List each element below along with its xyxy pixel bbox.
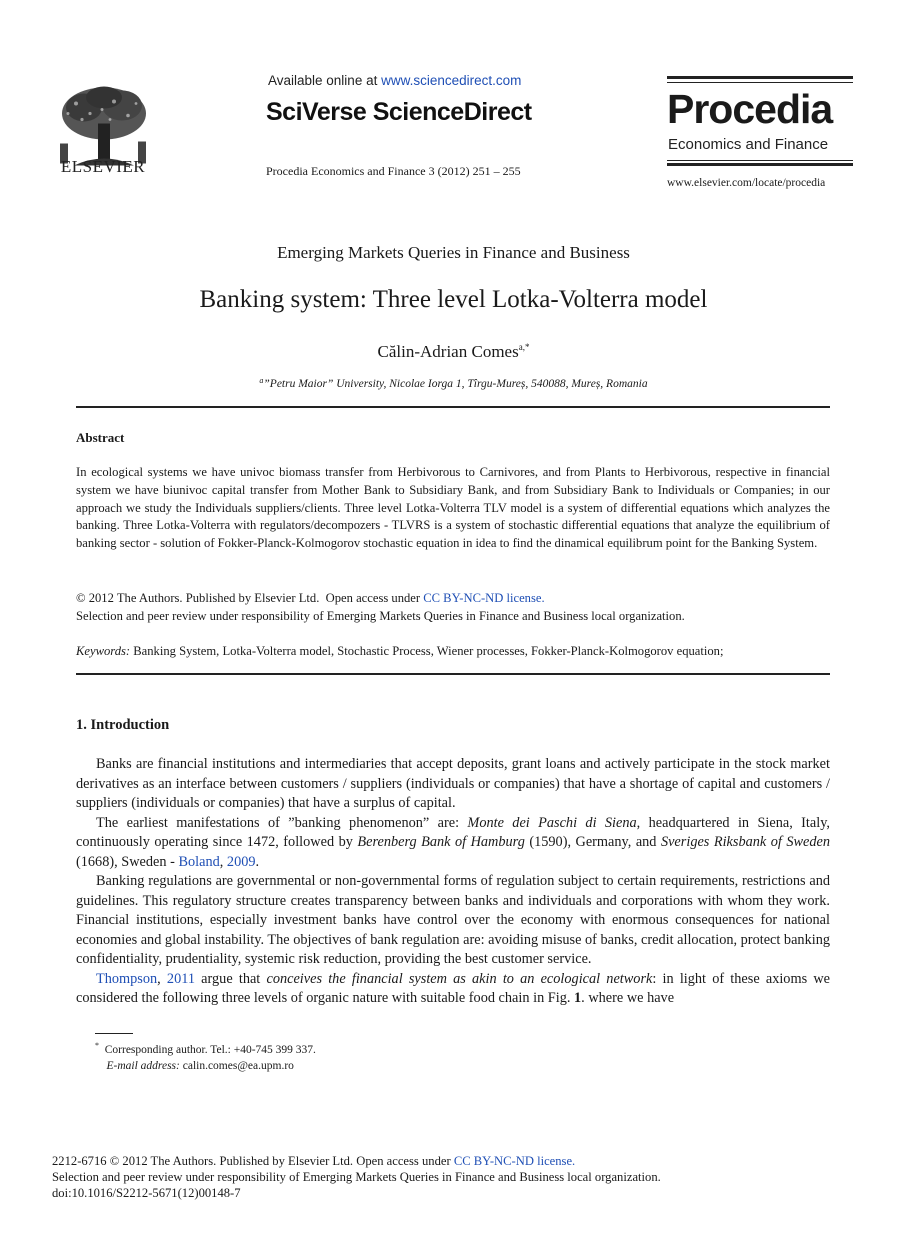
copyright-block (76, 590, 830, 626)
text: , (157, 970, 167, 987)
figure-ref[interactable]: 1 (574, 990, 582, 1006)
text: (1668), Sweden - (76, 853, 179, 870)
procedia-subtitle: Economics and Finance (668, 136, 829, 153)
affiliation (0, 376, 907, 390)
open-access-label: Open access under (356, 1154, 451, 1168)
corresponding-author: Corresponding author. Tel.: +40-745 399 337. (104, 1043, 316, 1056)
author-marks: a,* (518, 342, 530, 352)
divider (76, 406, 830, 408)
citation-link[interactable]: 2009 (226, 853, 256, 870)
doi[interactable]: doi:10.1016/S2212-5671(12)00148-7 (52, 1186, 241, 1201)
quote: conceives the financial system as akin to an ecological network (266, 970, 653, 987)
procedia-rule (667, 160, 853, 161)
paragraph (76, 814, 830, 873)
text: . (255, 853, 260, 870)
abstract-heading: Abstract (76, 430, 125, 445)
peer-review-line: Selection and peer review under responsibility of Emerging Markets Queries in Finance and Business local organization. (52, 1170, 661, 1185)
text: argue that (195, 970, 267, 987)
section-heading: 1. Introduction (76, 717, 170, 733)
citation-link[interactable]: Boland (178, 853, 220, 870)
affiliation-mark: a (259, 376, 264, 385)
bank-name: Monte dei Paschi di Siena (467, 814, 637, 831)
citation-link[interactable]: Thompson (96, 970, 158, 987)
procedia-rule (667, 163, 853, 166)
text: The earliest manifestations of ”banking phenomenon” are: (96, 814, 468, 831)
text: (1590), Germany, and (524, 834, 661, 850)
footnote-rule (95, 1033, 133, 1034)
procedia-logo: Procedia (667, 86, 833, 132)
paragraph: Banking regulations are governmental or non-governmental forms of regulation subject to certain requirements, restrictions and guidelines. This regulatory structure creates transparency between banks and individuals and corporations with whom they work. Financial institutions, especially investment banks have control over the economy with enormous consequences for national economies and global instability. The objectives of bank regulation are: avoiding misuse of banks, credit allocation, protect banking confidentiality, prudentiality, systemic risk reduction, providing the best customer service. (76, 873, 830, 967)
keywords-label: Keywords: (76, 644, 131, 658)
text: : in light of these axioms we considered the following three levels of organic nature with suitable food chain in Fig. (76, 970, 830, 1006)
text: . where we have (581, 990, 675, 1006)
sciverse-logo: SciVerse ScienceDirect (266, 98, 532, 126)
available-online-line (268, 73, 521, 88)
email-address[interactable]: calin.comes@ea.upm.ro (182, 1059, 294, 1072)
paragraph: Banks are financial institutions and intermediaries that accept deposits, grant loans and actively participate in the stock market derivatives as an interface between customers / suppliers (individuals or companies) that have a shortage of capital and customers / suppliers (individuals or companies) that have a surplus of capital. (76, 756, 830, 811)
email-label: E-mail address: (106, 1059, 180, 1072)
issn-line: 2212-6716 © 2012 The Authors. Published by Elsevier Ltd. (52, 1154, 354, 1168)
abstract-text: In ecological systems we have univoc biomass transfer from Herbivorous to Carnivores, and from Plants to Herbivorous, respective in financial system we have biunivoc capital transfer from Mother Bank to Subsidiary Bank, and from Subsidiary Bank to Individuals or Companies; in our approach we study the Individuals suppliers/clients. Three level Lotka-Volterra TLV model is a system of differential equations which analyzes the banking. Three Lotka-Volterra with regulators/decompozers - TLVRS is a system of stochastic differential equations that analyze the equilibrium of banking sector - solution of Fokker-Planck-Kolmogorov stochastic equation in idea to find the dinamical equilibrum point for the Banking System. (76, 465, 830, 551)
text: , (219, 853, 227, 870)
keywords-text: Banking System, Lotka-Volterra model, Stochastic Process, Wiener processes, Fokker-Planck-Kolmogorov equation; (133, 644, 724, 658)
keywords-line (76, 643, 830, 661)
conference-name: Emerging Markets Queries in Finance and Business (277, 243, 630, 262)
peer-review-line: Selection and peer review under responsibility of Emerging Markets Queries in Finance and Business local organization. (76, 608, 685, 623)
journal-reference: Procedia Economics and Finance 3 (2012) 251 – 255 (266, 164, 521, 178)
author-line (0, 342, 907, 362)
intro-body (76, 755, 830, 1009)
citation-link[interactable]: 2011 (166, 970, 195, 987)
license-link[interactable]: CC BY-NC-ND license. (453, 1154, 576, 1168)
available-prefix: Available online at (268, 73, 382, 88)
affiliation-text: ”Petru Maior” University, Nicolae Iorga 1, Tîrgu-Mureș, 540088, Mureș, Romania (263, 378, 648, 390)
sciencedirect-link[interactable]: www.sciencedirect.com (381, 73, 522, 88)
paragraph (76, 970, 830, 1009)
bank-name: Berenberg Bank of Hamburg (357, 834, 525, 850)
footnote (95, 1038, 316, 1074)
footnote-mark: * (95, 1041, 99, 1050)
text: , headquartered in Siena, Italy, continuously operating since 1472, followed by (76, 814, 830, 850)
divider (76, 673, 830, 675)
procedia-rule (667, 82, 853, 83)
copyright-line: © 2012 The Authors. Published by Elsevier Ltd. (76, 591, 320, 605)
elsevier-wordmark: ELSEVIER (60, 157, 146, 176)
open-access-label: Open access under (325, 591, 421, 605)
procedia-url[interactable]: www.elsevier.com/locate/procedia (667, 177, 826, 189)
license-link[interactable]: CC BY-NC-ND license. (423, 591, 545, 605)
procedia-rule (667, 76, 853, 79)
article-title: Banking system: Three level Lotka-Volterra model (199, 286, 708, 313)
page-footer (52, 1153, 661, 1202)
author-name: Călin-Adrian Comes (377, 342, 519, 361)
bank-name: Sveriges Riksbank of Sweden (660, 834, 830, 850)
